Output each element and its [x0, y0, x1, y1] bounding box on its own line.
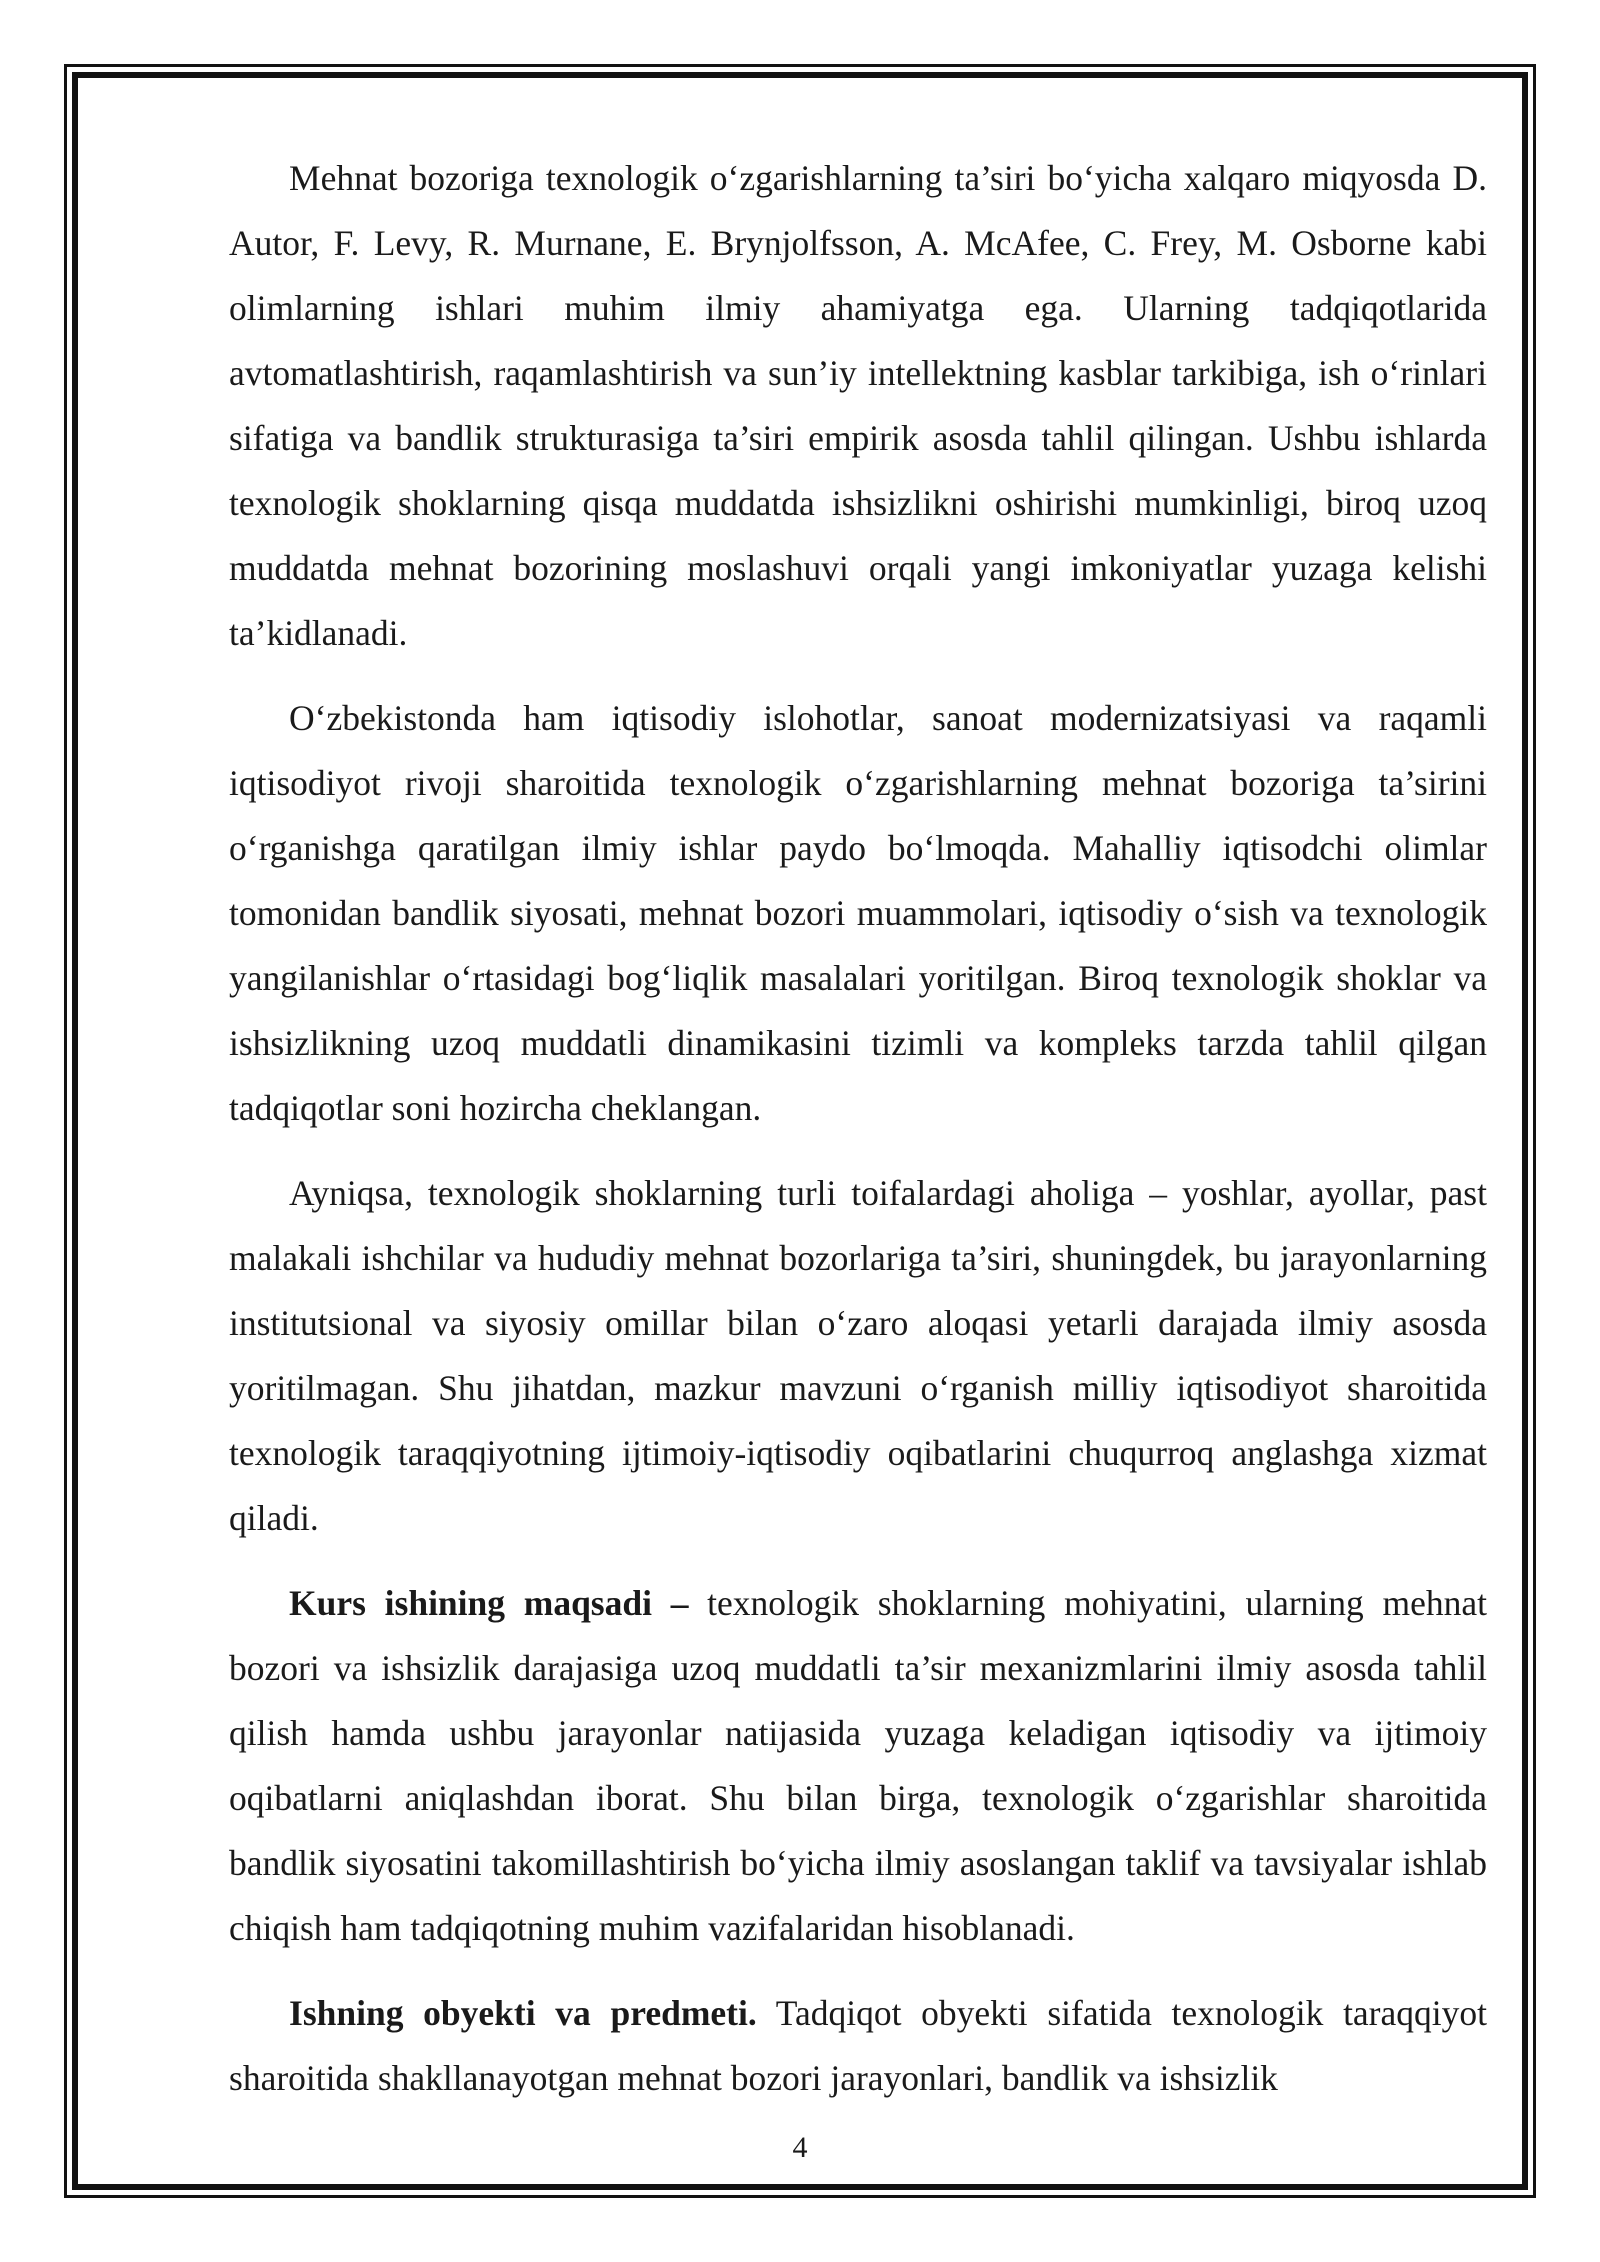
- paragraph-lead-heading: Ishning obyekti va predmeti.: [289, 1993, 757, 2033]
- paragraph-literature-international: [229, 146, 1487, 666]
- paragraph-text: texnologik shoklarning mohiyatini, ularning mehnat bozori va ishsizlik darajasiga uzoq muddatli ta’sir mexanizmlarini ilmiy asosda tahlil qilish hamda ushbu jarayonlar natijasida yuzaga keladigan iqtisodiy va ijtimoiy oqibatlarni aniqlashdan iborat. Shu bilan birga, texnologik o‘zgarishlar sharoitida bandlik siyosatini takomillashtirish bo‘yicha ilmiy asoslangan taklif va tavsiyalar ishlab chiqish ham tadqiqotning muhim vazifalaridan hisoblanadi.: [229, 1583, 1487, 1948]
- paragraph-literature-uzbekistan: [229, 686, 1487, 1141]
- paragraph-object-subject: [229, 1981, 1487, 2111]
- paragraph-text: O‘zbekistonda ham iqtisodiy islohotlar, sanoat modernizatsiyasi va raqamli iqtisodiyot rivoji sharoitida texnologik o‘zgarishlarning mehnat bozoriga ta’sirini o‘rganishga qaratilgan ilmiy ishlar paydo bo‘lmoqda. Mahalliy iqtisodchi olimlar tomonidan bandlik siyosati, mehnat bozori muammolari, iqtisodiy o‘sish va texnologik yangilanishlar o‘rtasidagi bog‘liqlik masalalari yoritilgan. Biroq texnologik shoklar va ishsizlikning uzoq muddatli dinamikasini tizimli va kompleks tarzda tahlil qilgan tadqiqotlar soni hozircha cheklangan.: [229, 698, 1487, 1128]
- paragraph-text: Mehnat bozoriga texnologik o‘zgarishlarning ta’siri bo‘yicha xalqaro miqyosda D. Autor, F. Levy, R. Murnane, E. Brynjolfsson, A. McAfee, C. Frey, M. Osborne kabi olimlarning ishlari muhim ilmiy ahamiyatga ega. Ularning tadqiqotlarida avtomatlashtirish, raqamlashtirish va sun’iy intellektning kasblar tarkibiga, ish o‘rinlari sifatiga va bandlik strukturasiga ta’siri empirik asosda tahlil qilingan. Ushbu ishlarda texnologik shoklarning qisqa muddatda ishsizlikni oshirishi mumkinligi, biroq uzoq muddatda mehnat bozorining moslashuvi orqali yangi imkoniyatlar yuzaga kelishi ta’kidlanadi.: [229, 158, 1487, 653]
- paragraph-course-goal: [229, 1571, 1487, 1961]
- paragraph-text: Tadqiqot obyekti sifatida texnologik taraqqiyot sharoitida shakllanayotgan mehnat bozori jarayonlari, bandlik va ishsizlik: [229, 1993, 1487, 2098]
- paragraph-lead-heading: Kurs ishining maqsadi –: [289, 1583, 689, 1623]
- document-body: [229, 146, 1487, 2131]
- page-number: 4: [792, 2131, 808, 2164]
- paragraph-research-gap: [229, 1161, 1487, 1551]
- paragraph-text: Ayniqsa, texnologik shoklarning turli toifalardagi aholiga – yoshlar, ayollar, past malakali ishchilar va hududiy mehnat bozorlariga ta’siri, shuningdek, bu jarayonlarning institutsional va siyosiy omillar bilan o‘zaro aloqasi yetarli darajada ilmiy asosda yoritilmagan. Shu jihatdan, mazkur mavzuni o‘rganish milliy iqtisodiyot sharoitida texnologik taraqqiyotning ijtimoiy-iqtisodiy oqibatlarini chuqurroq anglashga xizmat qiladi.: [229, 1173, 1487, 1538]
